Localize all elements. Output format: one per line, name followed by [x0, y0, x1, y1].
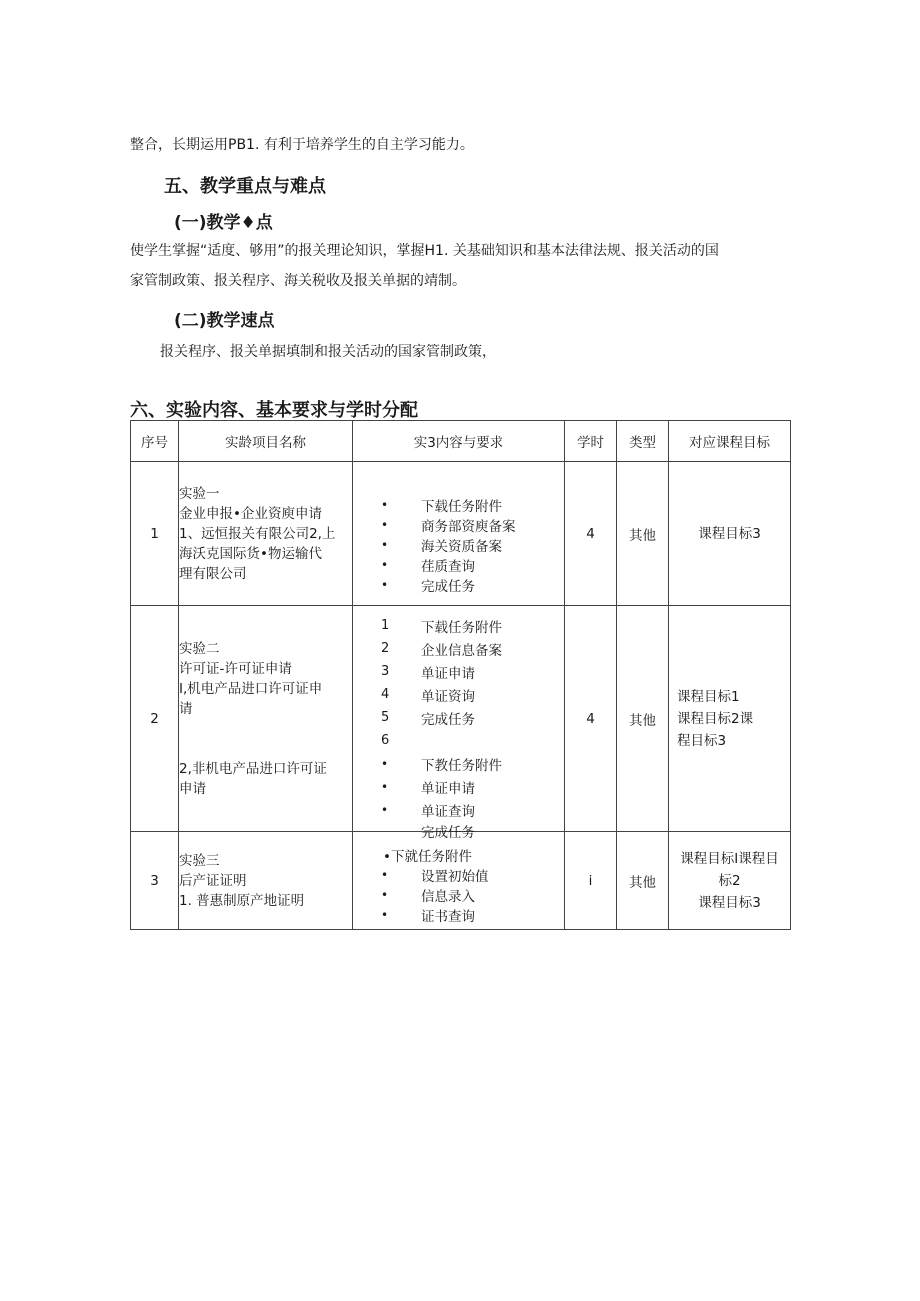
bullet-icon: •	[381, 557, 389, 572]
header-project-name: 实龄项目名称	[179, 421, 353, 462]
bullet-icon: •	[381, 497, 389, 512]
row-content	[353, 832, 565, 930]
item-text: 海关资质备案	[421, 538, 502, 555]
list-item	[353, 905, 564, 925]
name-line: 实验一	[179, 485, 220, 502]
item-number: 6	[381, 733, 390, 748]
item-text: 商务部资庾备案	[421, 518, 516, 535]
section5-sub1-heading: (一)教学♦点	[174, 213, 273, 233]
list-item: •下就任务附件	[383, 848, 472, 865]
bullet-icon: •	[381, 517, 389, 532]
goal-line: 课程目标I课程目	[680, 850, 779, 867]
name-line: 理有限公司	[179, 565, 247, 582]
goal-line: 课程目标3	[698, 894, 761, 911]
name-line: 申请	[179, 780, 206, 797]
table-header-row	[131, 421, 791, 462]
item-text: 单证查询	[421, 803, 475, 820]
name-line: I,机电产品进口许可证申	[179, 680, 323, 697]
item-number: 3	[381, 664, 390, 679]
name-line: 实验三	[179, 852, 220, 869]
list-item	[353, 555, 564, 575]
item-text: 单证资询	[421, 688, 475, 705]
name-line: 海沃克国际货•物运输代	[179, 545, 322, 562]
item-number: 4	[381, 687, 390, 702]
bullet-icon: •	[381, 537, 389, 552]
clipped-list-item	[353, 821, 564, 841]
list-item	[353, 614, 564, 637]
table-row	[131, 462, 791, 606]
row-course-goal	[669, 462, 791, 606]
item-number: 2	[381, 641, 390, 656]
row-course-goal	[669, 832, 791, 930]
item-text: 完成任务	[421, 825, 475, 841]
bullet-icon: •	[381, 779, 389, 794]
list-item	[353, 575, 564, 595]
row-content	[353, 606, 565, 841]
item-text: 下教任务附件	[421, 757, 502, 774]
bullet-icon: •	[381, 577, 389, 592]
table-row	[131, 606, 791, 832]
header-index: 序号	[131, 421, 179, 462]
list-item	[353, 752, 564, 775]
name-line: 1. 普惠制原产地证明	[179, 892, 305, 909]
list-item	[353, 637, 564, 660]
bullet-icon: •	[381, 887, 389, 902]
row-course-goal	[669, 606, 791, 832]
row-index: 1	[131, 462, 179, 606]
bullet-icon: •	[381, 756, 389, 771]
bullet-icon: •	[381, 867, 389, 882]
list-item	[353, 535, 564, 555]
item-text: 企业信息备案	[421, 642, 502, 659]
bullet-icon: •	[381, 907, 389, 922]
row-project-name	[179, 606, 353, 832]
header-course-goal: 对应课程目标	[669, 421, 791, 462]
list-item	[353, 515, 564, 535]
name-line: 1、远恒报关有限公司2,上	[179, 525, 336, 542]
row-project-name	[179, 462, 353, 606]
name-line: 后产证证明	[179, 872, 247, 889]
list-item	[353, 706, 564, 729]
item-text: 荏质查询	[421, 558, 475, 575]
header-content: 实3内容与要求	[353, 421, 565, 462]
item-text: 证书查询	[421, 908, 475, 925]
intro-paragraph: 整合，长期运用PB1. 有利于培养学生的自主学习能力。	[130, 137, 474, 153]
name-line: 请	[179, 700, 193, 717]
row-index: 3	[131, 832, 179, 930]
name-line: 金业申报•企业资庾申请	[179, 505, 322, 522]
section5-sub2-heading: (二)教学速点	[174, 311, 275, 331]
row-hours: 4	[565, 606, 617, 832]
row-type: 其他	[617, 832, 669, 930]
list-item	[353, 660, 564, 683]
item-number: 1	[381, 618, 390, 633]
list-item	[353, 775, 564, 798]
item-text: 信息录入	[421, 888, 475, 905]
item-text: 完成任务	[421, 711, 475, 728]
list-item	[353, 798, 564, 821]
section5-sub1-line1: 使学生掌握“适度、够用”的报关理论知识，掌握H1. 关基础知识和基本法律法规、报关活动的国	[130, 243, 719, 259]
item-number: 5	[381, 710, 390, 725]
item-text: 下载任务附件	[421, 619, 502, 636]
name-line: 2,非机电产品进口许可证	[179, 760, 327, 777]
row-hours: 4	[565, 462, 617, 606]
header-hours: 学时	[565, 421, 617, 462]
item-text: 单证申请	[421, 780, 475, 797]
experiment-table	[130, 420, 791, 930]
list-item	[353, 865, 564, 885]
item-text: 下载任务附件	[421, 498, 502, 515]
name-line: 许可证-许可证申请	[179, 660, 292, 677]
section5-heading: 五、教学重点与难点	[164, 176, 326, 197]
name-line: 实验二	[179, 640, 220, 657]
goal-line: 标2	[718, 872, 741, 889]
row-index: 2	[131, 606, 179, 832]
item-text: 单证申请	[421, 665, 475, 682]
section6-heading: 六、实验内容、基本要求与学时分配	[130, 400, 418, 421]
item-text: 设置初始值	[421, 868, 489, 885]
row-content	[353, 462, 565, 606]
row-type: 其他	[617, 606, 669, 832]
row-type: 其他	[617, 462, 669, 606]
table-row	[131, 832, 791, 930]
list-item	[353, 683, 564, 706]
row-project-name	[179, 832, 353, 930]
list-item	[353, 885, 564, 905]
goal-line: 程目标3	[677, 732, 727, 749]
goal-line: 课程目标3	[698, 525, 761, 542]
goal-line: 课程目标2课	[677, 710, 754, 727]
section5-sub2-line1: 报关程序、报关单据填制和报关活动的国家管制政策，	[160, 344, 496, 360]
header-type: 类型	[617, 421, 669, 462]
list-item	[353, 729, 564, 752]
bullet-icon: •	[381, 802, 389, 817]
list-item	[353, 495, 564, 515]
section5-sub1-line2: 家管制政策、报关程序、海关税收及报关单据的靖制。	[130, 273, 466, 289]
item-text: 完成任务	[421, 578, 475, 595]
row-hours: i	[565, 832, 617, 930]
goal-line: 课程目标1	[677, 688, 740, 705]
